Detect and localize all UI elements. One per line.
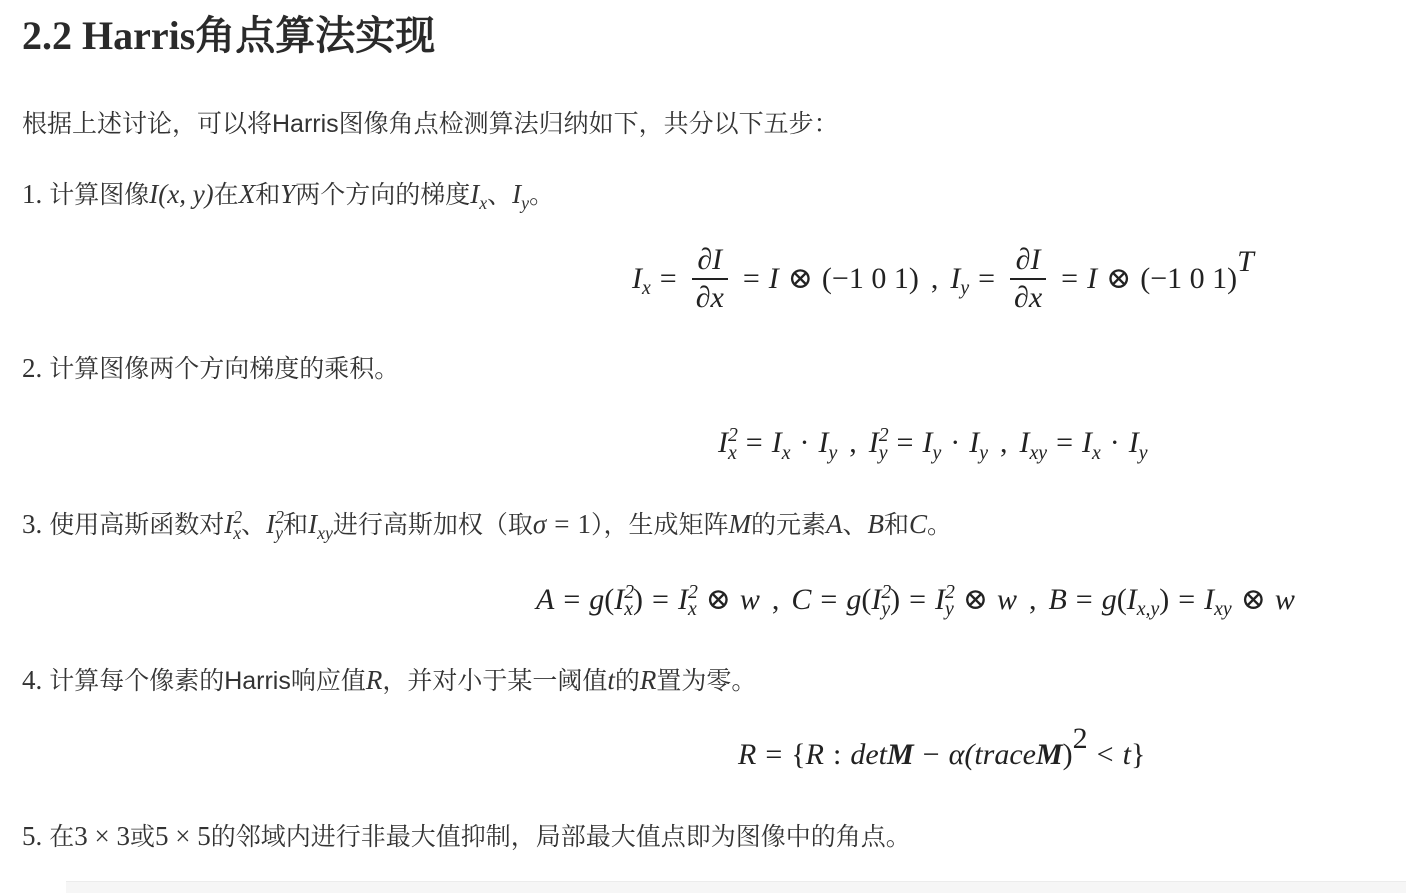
step-text: 和: [255, 181, 281, 209]
equation-gaussian-weighting: A = $g(I^2_x)$ = $I^2_x$ ⊗ w , C = $g(I^2_y)$ = $I^2_y$ ⊗ w , B = $g(I_{x,y})$ = $I_{xy}$ ⊗ w: [536, 580, 1295, 621]
step-number: 4.: [22, 665, 43, 695]
math-I: I: [149, 179, 159, 209]
fraction-dI-dx: $\frac{\partial I}{\partial x}$: [692, 244, 728, 313]
math-Ix: $I_x$: [470, 179, 488, 214]
step-text: 计算图像: [49, 181, 150, 209]
equation-response: R = { R : det M − α (trace M ) $^2$ < t }: [738, 721, 1146, 771]
code-block-edge: [66, 881, 1406, 893]
step-2: [22, 350, 399, 387]
intro-paragraph: 根据上述讨论，可以将Harris图像角点检测算法归纳如下，共分以下五步：: [22, 110, 839, 138]
equation-gradients: $I_x$ = $\frac{\partial I}{\partial x}$ = I ⊗ (−1 0 1) , $I_y$ = $\frac{\partial I}{\partial x}$ = I ⊗ (−1 0 1)$^T$: [632, 243, 1254, 314]
step-number: 1.: [22, 179, 43, 209]
step-text: 计算图像两个方向梯度的乘积。: [49, 355, 400, 383]
math-args: (x, y): [158, 179, 214, 209]
step-number: 3.: [22, 509, 43, 539]
article: [22, 0, 1392, 892]
step-number: 5.: [22, 821, 43, 851]
step-text: 两个方向的梯度: [295, 181, 471, 209]
math-Y: Y: [280, 179, 296, 209]
step-4: 4. 计算每个像素的Harris响应值R，并对小于某一阈值t的R置为零。: [22, 665, 757, 695]
step-5: 5. 在3 × 3或5 × 5的邻域内进行非最大值抑制，局部最大值点即为图像中的角点。: [22, 821, 911, 851]
step-1: [22, 176, 554, 213]
separator: 、: [487, 181, 513, 209]
math-Iy: $I_y$: [512, 179, 530, 214]
step-3: 3. 使用高斯函数对$I^2_x$、$I^2_y$和$I_{xy}$进行高斯加权（取σ = 1），生成矩阵M的元素A、B和C。: [22, 507, 953, 544]
equation-products: $I^2_x$ = $I_x$ · $I_y$ , $I^2_y$ = $I_y$ · $I_y$ , $I_{xy}$ = $I_x$ · $I_y$: [718, 424, 1148, 464]
math-Ix2: $I^2_x$: [224, 507, 243, 544]
step-text: 在: [213, 181, 239, 209]
math-Ixy: $I_{xy}$: [308, 509, 333, 544]
fraction-dI-dx-2: $\frac{\partial I}{\partial x}$: [1010, 244, 1046, 313]
section-heading: 2.2 Harris角点算法实现: [22, 13, 436, 58]
step-number: 2.: [22, 353, 43, 383]
step-end: 。: [529, 181, 555, 209]
step-text: 使用高斯函数对: [49, 511, 225, 539]
math-Iy2: $I^2_y$: [266, 507, 285, 544]
math-X: X: [238, 179, 256, 209]
